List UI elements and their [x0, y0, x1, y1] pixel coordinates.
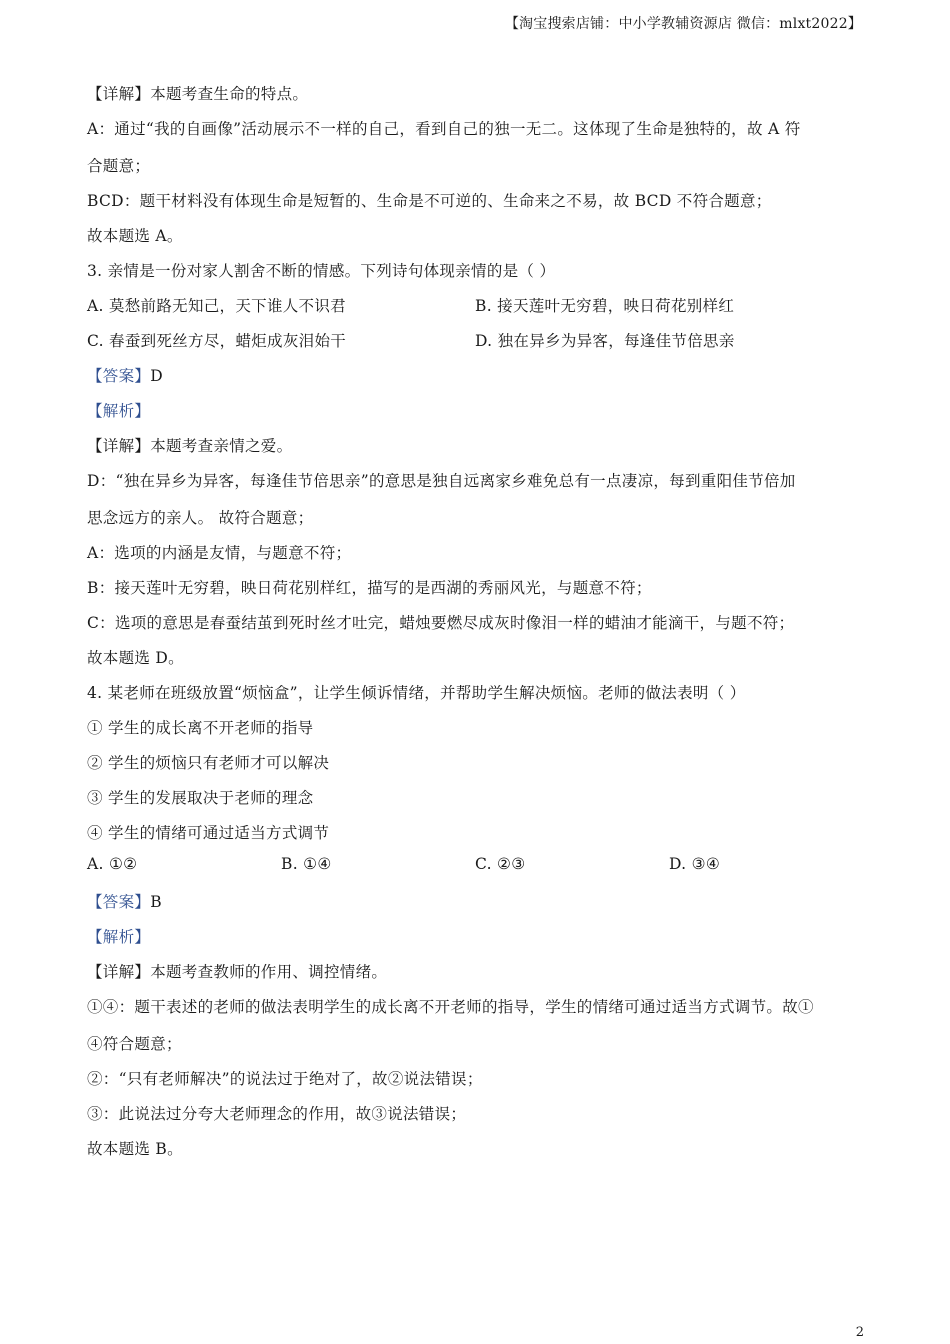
option-4b: B. ①④	[281, 855, 332, 873]
detail-line: D：“独在异乡为异客，每逢佳节倍思亲”的意思是独自远离家乡难免总有一点凄凉，每到重阳佳节倍加	[87, 472, 796, 490]
detail-line: ②：“只有老师解决”的说法过于绝对了，故②说法错误；	[87, 1070, 483, 1088]
detail-line: C：选项的意思是春蚕结茧到死时丝才吐完，蜡烛要燃尽成灰时像泪一样的蜡油才能滴干，与题不符；	[87, 614, 795, 632]
option-4a: A. ①②	[87, 855, 138, 873]
page-header: 【淘宝搜索店铺：中小学教辅资源店 微信：mlxt2022】	[504, 16, 862, 32]
analysis-tag-4: 【解析】	[87, 928, 151, 946]
detail-line: 故本题选 D。	[87, 649, 184, 667]
answer-4	[87, 890, 162, 912]
detail-line: ④符合题意；	[87, 1035, 182, 1053]
detail-line: 合题意；	[87, 157, 151, 175]
option-3d: D. 独在异乡为异客，每逢佳节倍思亲	[475, 332, 735, 350]
answer-value: D	[150, 367, 163, 385]
detail-line: 【详解】本题考查教师的作用、调控情绪。	[87, 963, 388, 981]
detail-line: ③：此说法过分夸大老师理念的作用，故③说法错误；	[87, 1105, 467, 1123]
detail-line: 故本题选 B。	[87, 1140, 183, 1158]
detail-line: 【详解】本题考查亲情之爱。	[87, 437, 293, 455]
statement-2: ② 学生的烦恼只有老师才可以解决	[87, 754, 330, 772]
option-3c: C. 春蚕到死丝方尽，蜡炬成灰泪始干	[87, 332, 347, 350]
option-3b: B. 接天莲叶无穷碧，映日荷花别样红	[475, 297, 735, 315]
detail-line: BCD：题干材料没有体现生命是短暂的、生命是不可逆的、生命来之不易，故 BCD 不符合题意；	[87, 192, 772, 210]
answer-tag: 【答案】	[87, 893, 151, 911]
analysis-tag-3: 【解析】	[87, 402, 151, 420]
detail-line: 故本题选 A。	[87, 227, 183, 245]
option-4d: D. ③④	[669, 855, 721, 873]
statement-1: ① 学生的成长离不开老师的指导	[87, 719, 314, 737]
answer-tag: 【答案】	[87, 367, 151, 385]
option-3a: A. 莫愁前路无知己，天下谁人不识君	[87, 297, 346, 315]
detail-line: B：接天莲叶无穷碧，映日荷花别样红，描写的是西湖的秀丽风光，与题意不符；	[87, 579, 652, 597]
answer-3	[87, 364, 163, 386]
detail-line: A：通过“我的自画像”活动展示不一样的自己，看到自己的独一无二。这体现了生命是独特的，故 A 符	[87, 120, 801, 138]
detail-line: 【详解】本题考查生命的特点。	[87, 85, 309, 103]
question-4: 4. 某老师在班级放置“烦恼盒”，让学生倾诉情绪，并帮助学生解决烦恼。老师的做法表明（ ）	[87, 684, 746, 702]
detail-line: A：选项的内涵是友情，与题意不符；	[87, 544, 352, 562]
option-4c: C. ②③	[475, 855, 526, 873]
answer-value: B	[150, 893, 162, 911]
statement-4: ④ 学生的情绪可通过适当方式调节	[87, 824, 330, 842]
detail-line: 思念远方的亲人。 故符合题意；	[87, 509, 314, 527]
detail-line: ①④：题干表述的老师的做法表明学生的成长离不开老师的指导，学生的情绪可通过适当方式调节。故①	[87, 998, 814, 1016]
statement-3: ③ 学生的发展取决于老师的理念	[87, 789, 314, 807]
question-3: 3. 亲情是一份对家人割舍不断的情感。下列诗句体现亲情的是（ ）	[87, 262, 556, 280]
page-number: 2	[855, 1325, 864, 1340]
